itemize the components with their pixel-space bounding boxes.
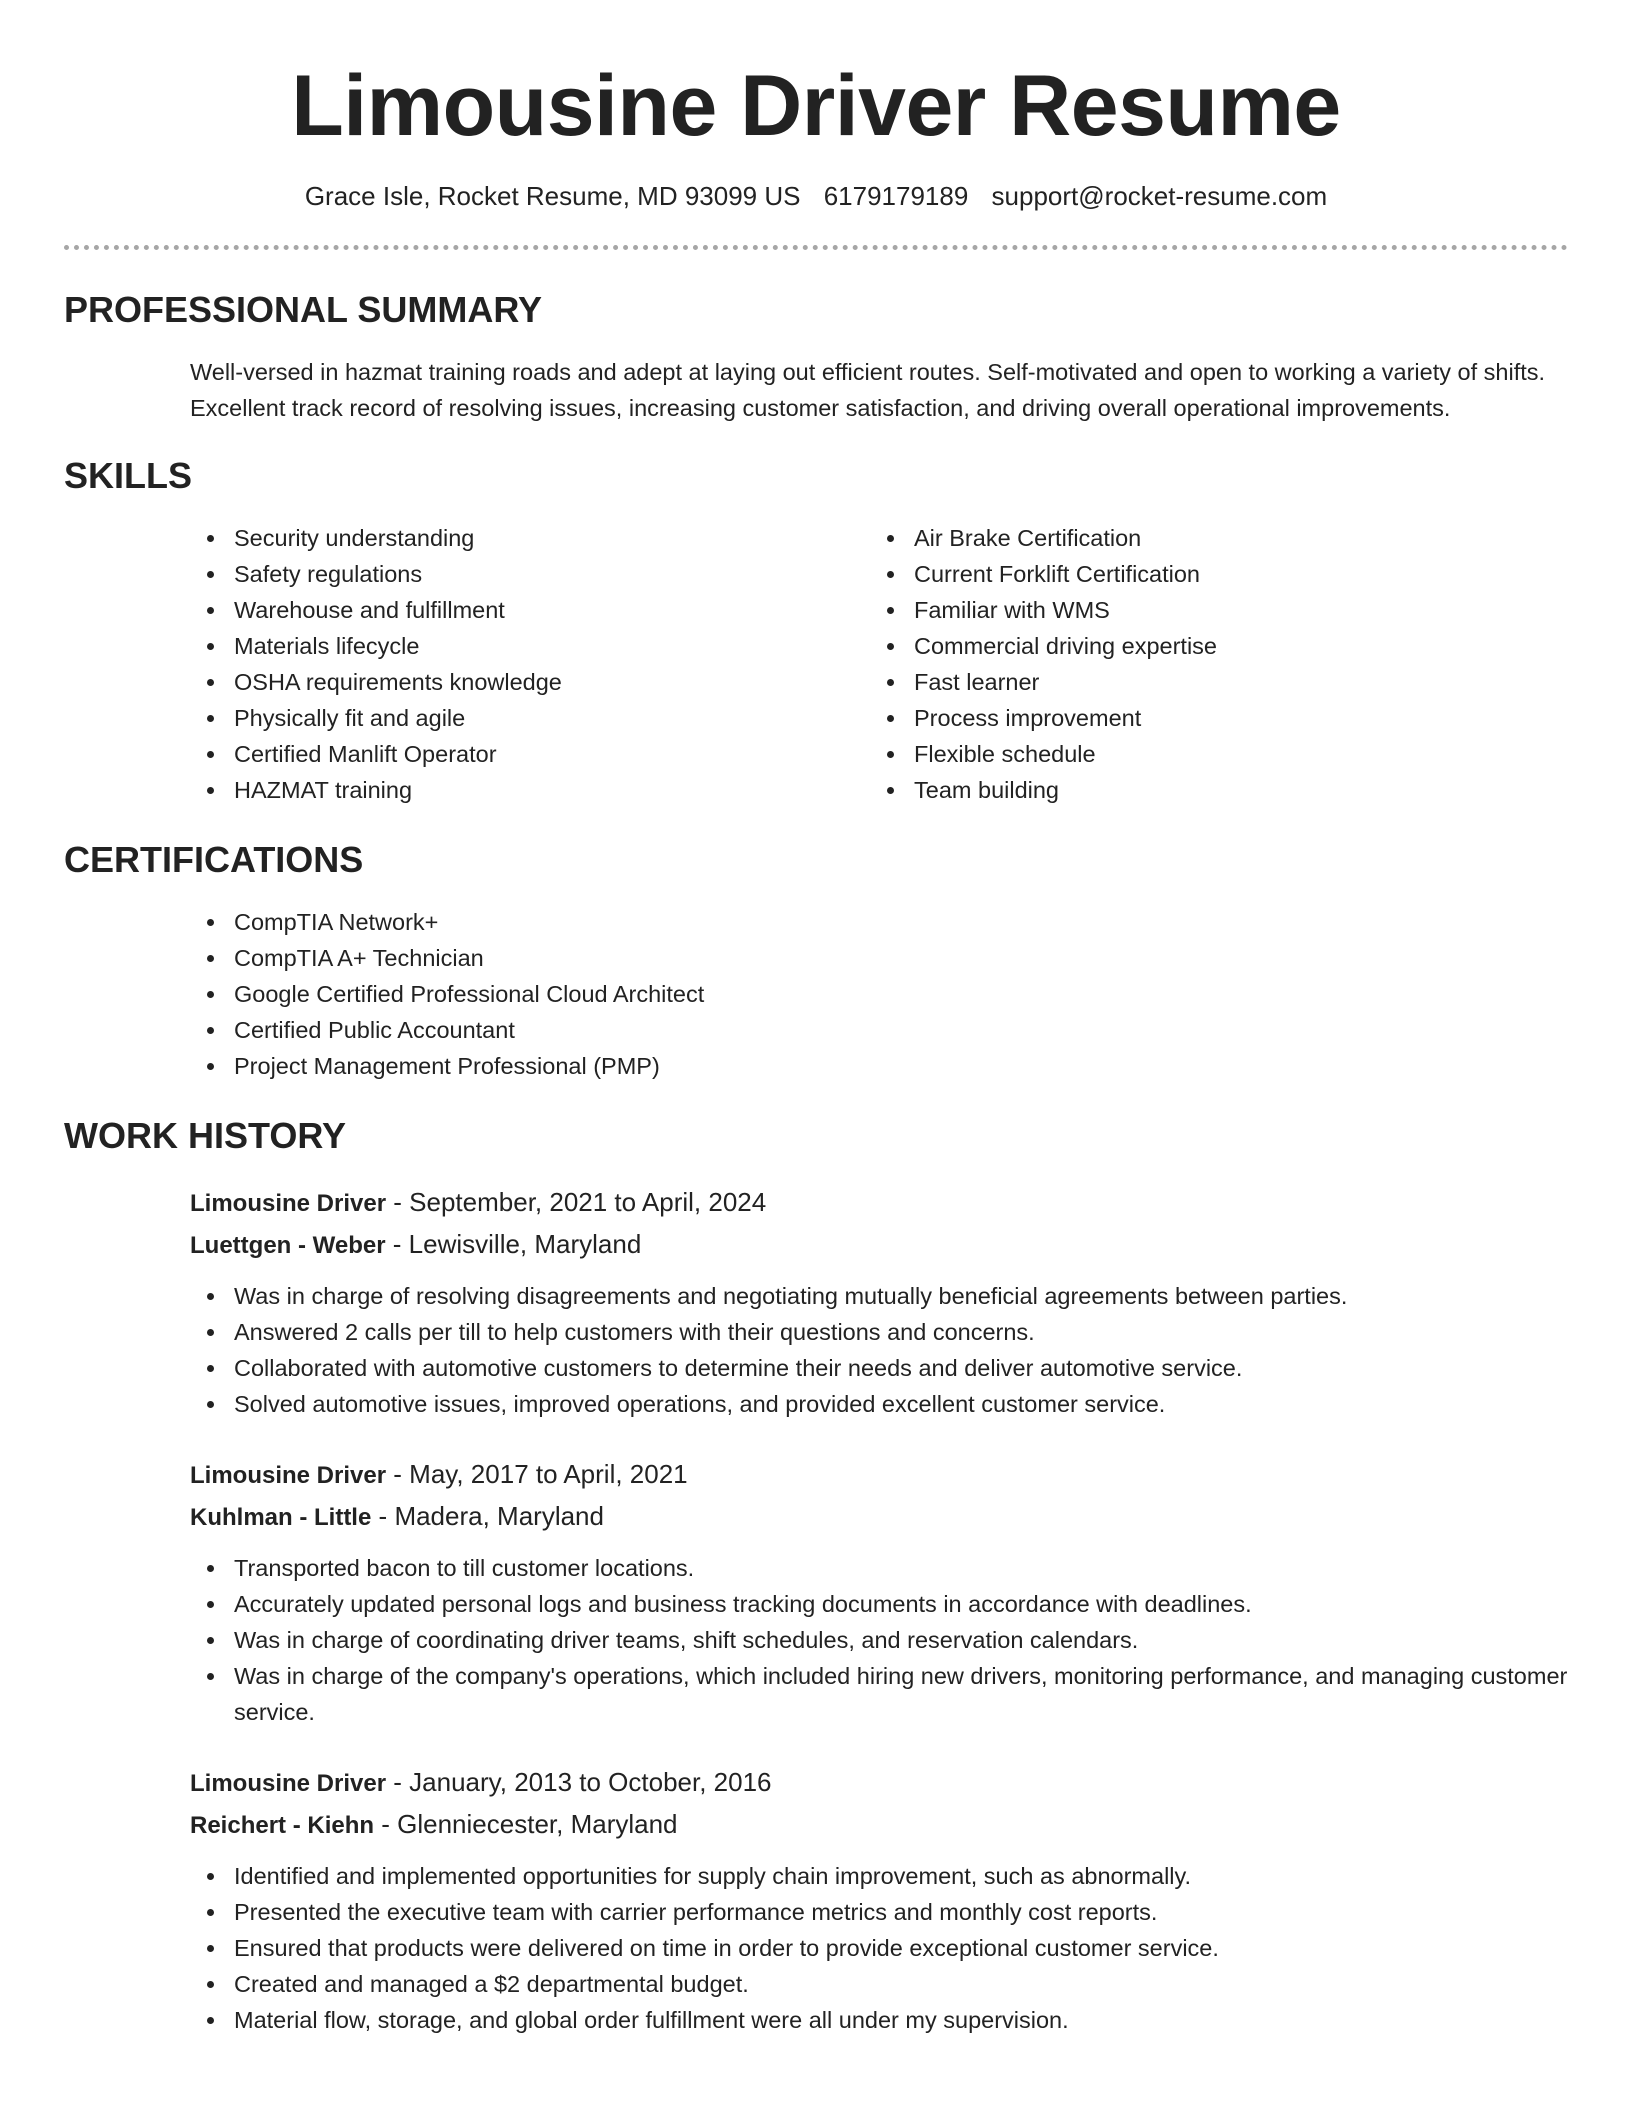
job-bullet: Answered 2 calls per till to help customers with their questions and concerns. [190,1314,1568,1350]
skill-item: Process improvement [870,700,1550,736]
certification-item: Project Management Professional (PMP) [190,1048,1568,1084]
job-bullet-list [190,1550,1568,1730]
contact-line [64,178,1568,214]
skill-item: Air Brake Certification [870,520,1550,556]
skills-list-left [190,520,870,808]
job-bullet: Was in charge of coordinating driver teams, shift schedules, and reservation calendars. [190,1622,1568,1658]
skills-section [64,520,1568,808]
skill-item: Warehouse and fulfillment [190,592,870,628]
job-dates: September, 2021 to April, 2024 [409,1187,767,1217]
skills-grid [190,520,1568,808]
job-company-line: Reichert - Kiehn - Glenniecester, Maryland [190,1809,678,1839]
work-history-heading: WORK HISTORY [64,1115,347,1156]
skill-item: HAZMAT training [190,772,870,808]
job-entry [190,1762,1568,2038]
skill-item: Security understanding [190,520,870,556]
job-bullet-list [190,1278,1568,1422]
summary-section [64,354,1568,426]
skill-item: Physically fit and agile [190,700,870,736]
certifications-section [64,904,1568,1084]
certifications-heading: CERTIFICATIONS [64,839,364,880]
job-bullet: Accurately updated personal logs and business tracking documents in accordance with deadlines. [190,1586,1568,1622]
header-divider [64,245,1568,250]
contact-email: support@rocket-resume.com [991,181,1328,211]
job-bullet: Solved automotive issues, improved operations, and provided excellent customer service. [190,1386,1568,1422]
job-company: Kuhlman - Little [190,1504,372,1531]
certification-item: Certified Public Accountant [190,1012,1568,1048]
skill-item: Flexible schedule [870,736,1550,772]
job-company-line: Kuhlman - Little - Madera, Maryland [190,1501,604,1531]
job-title: Limousine Driver [190,1190,387,1217]
job-title: Limousine Driver [190,1770,387,1797]
certification-item: Google Certified Professional Cloud Architect [190,976,1568,1012]
job-title: Limousine Driver [190,1462,387,1489]
skill-item: Safety regulations [190,556,870,592]
skill-item: OSHA requirements knowledge [190,664,870,700]
contact-phone: 6179179189 [823,181,969,211]
contact-address: Grace Isle, Rocket Resume, MD 93099 US [304,181,801,211]
skill-item: Team building [870,772,1550,808]
job-bullet: Presented the executive team with carrier performance metrics and monthly cost reports. [190,1894,1568,1930]
job-bullet: Ensured that products were delivered on time in order to provide exceptional customer service. [190,1930,1568,1966]
job-company: Luettgen - Weber [190,1232,386,1259]
skill-item: Familiar with WMS [870,592,1550,628]
work-history-section [64,1182,1568,2038]
job-dates: January, 2013 to October, 2016 [409,1767,772,1797]
skill-item: Fast learner [870,664,1550,700]
skills-list-right [870,520,1550,808]
skill-item: Materials lifecycle [190,628,870,664]
job-location: Madera, Maryland [394,1501,604,1531]
skill-item: Commercial driving expertise [870,628,1550,664]
skills-heading: SKILLS [64,455,193,496]
skill-item: Certified Manlift Operator [190,736,870,772]
certifications-list [190,904,1568,1084]
job-bullet: Was in charge of the company's operations, which included hiring new drivers, monitoring performance, and managing customer service. [190,1658,1568,1730]
job-bullet: Material flow, storage, and global order fulfillment were all under my supervision. [190,2002,1568,2038]
skill-item: Current Forklift Certification [870,556,1550,592]
job-bullet: Created and managed a $2 departmental budget. [190,1966,1568,2002]
job-bullet: Was in charge of resolving disagreements and negotiating mutually beneficial agreements between parties. [190,1278,1568,1314]
job-entry [190,1182,1568,1422]
certification-item: CompTIA Network+ [190,904,1568,940]
summary-heading: PROFESSIONAL SUMMARY [64,289,543,330]
resume-title: Limousine Driver Resume [291,58,1341,154]
job-entry [190,1454,1568,1730]
job-bullet-list [190,1858,1568,2038]
job-bullet: Identified and implemented opportunities for supply chain improvement, such as abnormally. [190,1858,1568,1894]
job-company: Reichert - Kiehn [190,1812,375,1839]
job-bullet: Collaborated with automotive customers to determine their needs and deliver automotive service. [190,1350,1568,1386]
job-title-line: Limousine Driver - January, 2013 to October, 2016 [190,1767,772,1797]
job-location: Lewisville, Maryland [408,1229,642,1259]
certification-item: CompTIA A+ Technician [190,940,1568,976]
summary-text: Well-versed in hazmat training roads and adept at laying out efficient routes. Self-motivated and open to working a variety of shifts. Excellent track record of resolving issues, increasing customer satisfaction, and driving overall operational improvements. [190,359,1546,421]
job-dates: May, 2017 to April, 2021 [409,1459,688,1489]
job-title-line: Limousine Driver - May, 2017 to April, 2021 [190,1459,688,1489]
job-title-line: Limousine Driver - September, 2021 to April, 2024 [190,1187,767,1217]
job-company-line: Luettgen - Weber - Lewisville, Maryland [190,1229,642,1259]
job-location: Glenniecester, Maryland [397,1809,678,1839]
job-bullet: Transported bacon to till customer locations. [190,1550,1568,1586]
